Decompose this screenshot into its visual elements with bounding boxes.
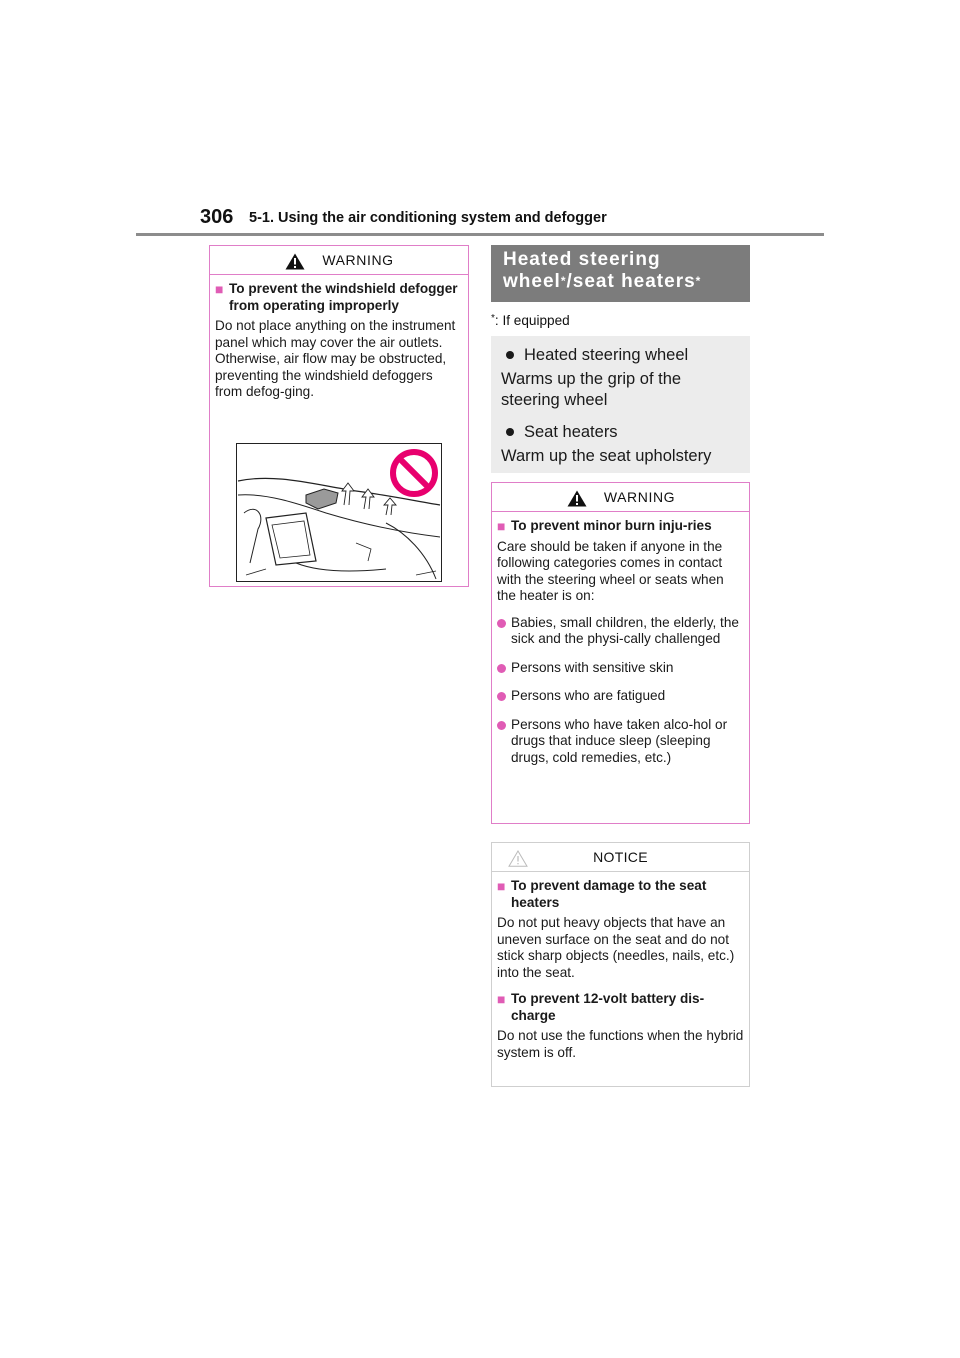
feature-list bbox=[491, 336, 750, 473]
page-header bbox=[136, 206, 824, 236]
warning-header bbox=[492, 483, 749, 512]
notice-text: Do not use the functions when the hybrid system is off. bbox=[497, 1028, 744, 1060]
warning-body bbox=[210, 275, 468, 401]
bullet-dot-icon bbox=[497, 664, 506, 673]
page-number: 306 bbox=[200, 206, 234, 228]
list-item: Persons who are fatigued bbox=[497, 688, 744, 705]
warning-triangle-icon bbox=[285, 253, 305, 270]
feature-description: Warm up the seat upholstery bbox=[501, 447, 712, 465]
notice-text: Do not put heavy objects that have an uneven surface on the seat and do not stick sharp objects (needles, nails, etc.) into the seat. bbox=[497, 915, 735, 980]
notice-box bbox=[491, 842, 750, 1087]
bullet-dot-icon bbox=[497, 619, 506, 628]
square-bullet-icon: ■ bbox=[497, 991, 506, 1007]
feature-item-seat-heaters: Seat heaters bbox=[501, 418, 750, 446]
list-item: Babies, small children, the elderly, the sick and the physi-cally challenged bbox=[497, 615, 744, 648]
warning-subheading: ■ To prevent minor burn inju-ries bbox=[497, 518, 712, 534]
warning-box-burn bbox=[491, 482, 750, 824]
header-rule bbox=[136, 233, 824, 236]
notice-body bbox=[492, 872, 749, 1061]
warning-subheading: ■ To prevent the windshield defogger from operating improperly bbox=[215, 281, 458, 313]
bullet-dot-icon bbox=[497, 721, 506, 730]
list-item: Persons with sensitive skin bbox=[497, 660, 744, 677]
warning-text: Do not place anything on the instrument panel which may cover the air outlets. Otherwise, air flow may be obstructed, preventing the windshield defoggers from defog-ging. bbox=[215, 318, 456, 399]
asterisk-mark: * bbox=[695, 274, 702, 288]
bullet-dot-icon bbox=[506, 351, 514, 359]
feature-description: Warms up the grip of the steering wheel bbox=[501, 370, 682, 409]
bullet-dot-icon bbox=[506, 428, 514, 436]
notice-subheading: ■ To prevent 12-volt battery dis-charge bbox=[497, 991, 705, 1023]
warning-box-defogger bbox=[209, 245, 469, 587]
caution-triangle-outline-icon bbox=[508, 850, 528, 867]
warning-label: WARNING bbox=[322, 252, 394, 268]
bullet-dot-icon bbox=[497, 692, 506, 701]
warning-header bbox=[210, 246, 468, 275]
section-heading: Heated steering wheel*/seat heaters* bbox=[491, 245, 750, 302]
section-title: 5-1. Using the air conditioning system and defogger bbox=[249, 210, 607, 226]
list-item: Persons who have taken alco-hol or drugs that induce sleep (sleeping drugs, cold remedies, etc.) bbox=[497, 717, 744, 767]
warning-label: WARNING bbox=[603, 489, 676, 505]
warning-triangle-icon bbox=[567, 490, 587, 507]
notice-header bbox=[492, 843, 749, 872]
dashboard-prohibition-figure bbox=[236, 443, 442, 582]
feature-item-heated-steering-wheel: Heated steering wheel bbox=[501, 341, 750, 369]
warning-text: Care should be taken if anyone in the following categories comes in contact with the steering wheel or seats when the heater is on: bbox=[497, 538, 724, 603]
notice-label: NOTICE bbox=[593, 849, 648, 865]
square-bullet-icon: ■ bbox=[497, 878, 506, 894]
footnote: *: If equipped bbox=[491, 313, 570, 328]
notice-subheading: ■ To prevent damage to the seat heaters bbox=[497, 878, 707, 910]
warning-body bbox=[492, 512, 749, 766]
square-bullet-icon: ■ bbox=[497, 518, 506, 534]
square-bullet-icon: ■ bbox=[215, 281, 224, 297]
asterisk-mark: * bbox=[560, 274, 567, 288]
